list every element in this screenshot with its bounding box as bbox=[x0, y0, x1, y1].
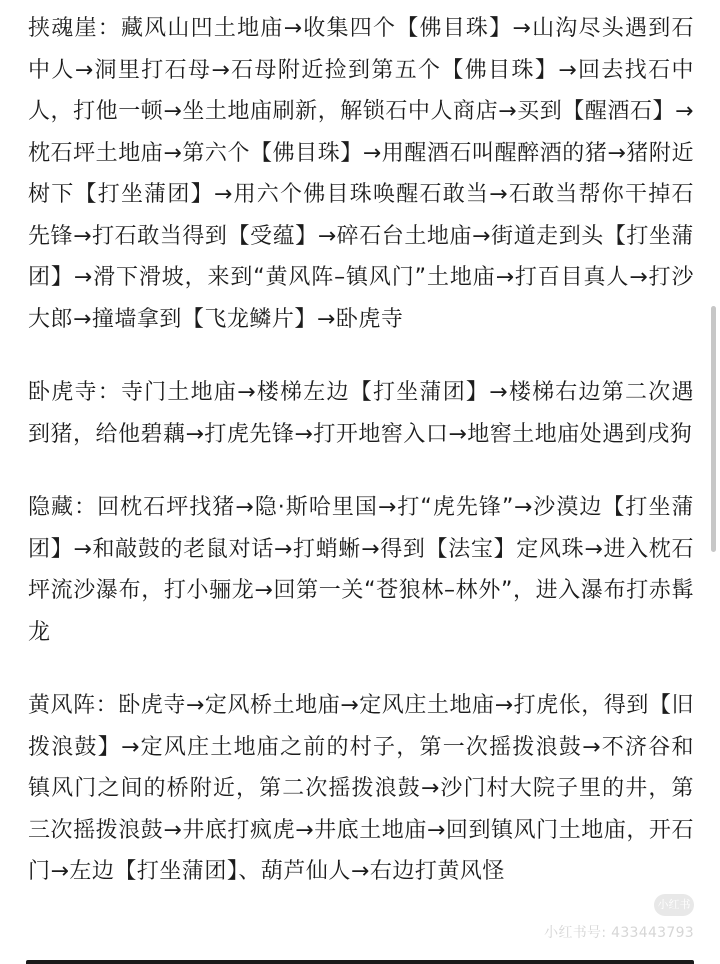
paragraph-xiehunya: 挟魂崖：藏风山凹土地庙→收集四个【佛目珠】→山沟尽头遇到石中人→洞里打石母→石母附近捡到第五个【佛目珠】→回去找石中人，打他一顿→坐土地庙刷新，解锁石中人商店→买到【醒酒石】→枕石坪土地庙→第六个【佛目珠】→用醒酒石叫醒醉酒的猪→猪附近树下【打坐蒲团】→用六个佛目珠唤醒石敢当→石敢当帮你干掉石先锋→打石敢当得到【受蕴】→碎石台土地庙→街道走到头【打坐蒲团】→滑下滑坡，来到“黄风阵–镇风门”土地庙→打百目真人→打沙大郎→撞墙拿到【飞龙鳞片】→卧虎寺 bbox=[28, 16, 694, 332]
vertical-scrollbar[interactable] bbox=[711, 306, 716, 552]
paragraph-hidden: 隐藏：回枕石坪找猪→隐·斯哈里国→打“虎先锋”→沙漠边【打坐蒲团】→和敲鼓的老鼠对话→打蛸蜥→得到【法宝】定风珠→进入枕石坪流沙瀑布，打小骊龙→回第一关“苍狼林–林外”，进入瀑布打赤髯龙 bbox=[28, 495, 694, 645]
paragraph-gap bbox=[28, 653, 694, 685]
bottom-edge-bar bbox=[26, 960, 694, 964]
guide-text bbox=[28, 8, 694, 893]
paragraph-gap bbox=[28, 455, 694, 487]
paragraph-wohusi: 卧虎寺：寺门土地庙→楼梯左边【打坐蒲团】→楼梯右边第二次遇到猪，给他碧藕→打虎先锋→打开地窖入口→地窖土地庙处遇到戌狗 bbox=[28, 380, 694, 447]
paragraph-huangfengzhen: 黄风阵：卧虎寺→定风桥土地庙→定风庄土地庙→打虎伥，得到【旧拨浪鼓】→定风庄土地庙之前的村子，第一次摇拨浪鼓→不济谷和镇风门之间的桥附近，第二次摇拨浪鼓→沙门村大院子里的井，第三次摇拨浪鼓→井底打疯虎→井底土地庙→回到镇风门土地庙，开石门→左边【打坐蒲团】、葫芦仙人→右边打黄风怪 bbox=[28, 693, 694, 884]
watermark-text: 小红书号: 433443793 bbox=[544, 925, 694, 941]
watermark-logo: 小红书 bbox=[654, 894, 694, 916]
paragraph-gap bbox=[28, 340, 694, 372]
